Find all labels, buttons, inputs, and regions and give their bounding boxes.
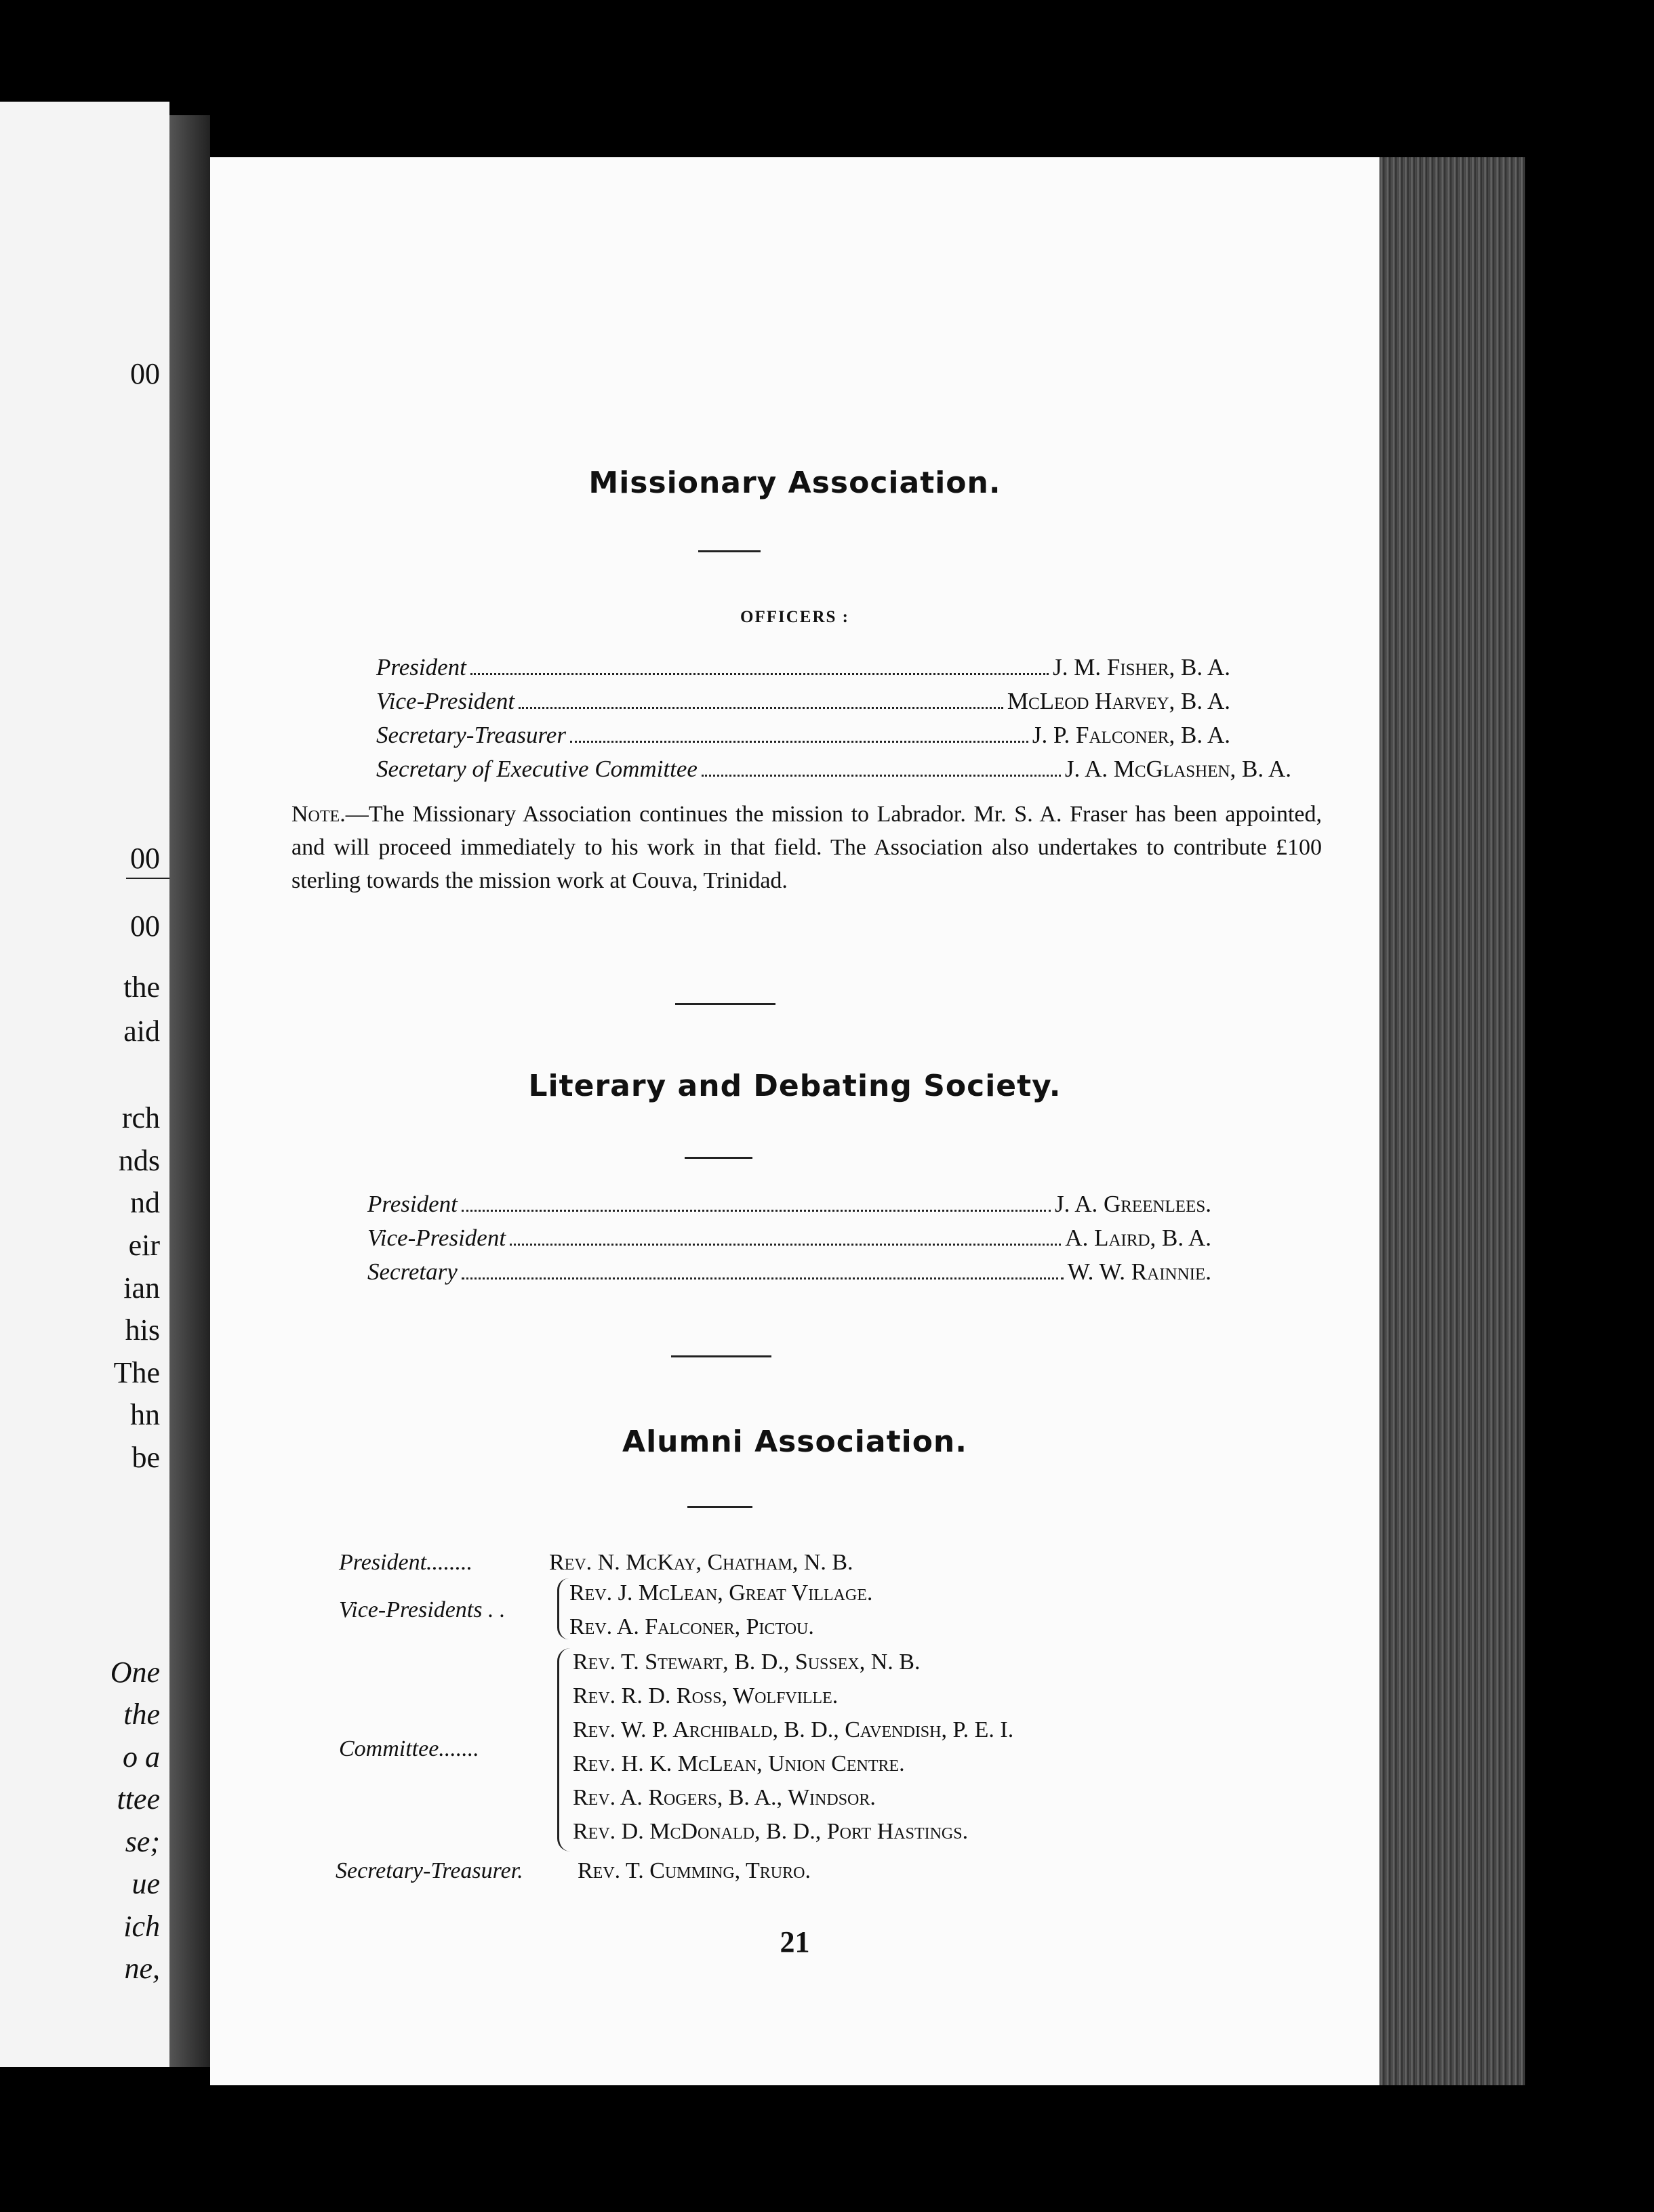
left-page-line: 00: [130, 357, 160, 390]
alumni-president-role: President........: [339, 1550, 473, 1575]
leader-dots: [462, 1277, 1064, 1279]
leader-dots: [470, 673, 1049, 675]
left-page-italic-line: se;: [125, 1825, 160, 1858]
left-page-line: be: [132, 1441, 160, 1474]
section-rule: [687, 1506, 752, 1508]
committee-member: Rev. W. P. Archibald, B. D., Cavendish, P. E. I.: [573, 1717, 1014, 1742]
committee-member: Rev. A. Rogers, B. A., Windsor.: [573, 1785, 876, 1810]
left-page-italic-line: the: [123, 1698, 160, 1731]
left-page-line: his: [125, 1313, 160, 1347]
vice-presidents-brace: [557, 1578, 569, 1639]
officer-name: A. Laird, B. A.: [1065, 1225, 1211, 1251]
officer-row: [376, 654, 1230, 688]
committee-member: Rev. R. D. Ross, Wolfville.: [573, 1683, 839, 1708]
left-page-italic-line: ttee: [117, 1782, 160, 1816]
officer-row: [376, 756, 1291, 790]
left-page-line: nd: [130, 1186, 160, 1219]
officer-role: Vice-President: [376, 688, 515, 714]
leader-dots: [702, 775, 1061, 777]
officers-label: OFFICERS :: [740, 608, 849, 626]
left-page-line: The: [113, 1356, 160, 1389]
left-page-line: the: [123, 970, 160, 1004]
left-page-line: aid: [123, 1015, 160, 1048]
left-page-rule: [126, 878, 169, 879]
left-page-italic-line: ne,: [124, 1952, 160, 1985]
section-rule: [685, 1157, 752, 1159]
officer-role: Secretary: [367, 1258, 458, 1285]
leader-dots: [519, 707, 1003, 709]
committee-member: Rev. T. Stewart, B. D., Sussex, N. B.: [573, 1650, 921, 1675]
missionary-note: [291, 798, 1322, 897]
committee-member: Rev. D. McDonald, B. D., Port Hastings.: [573, 1819, 969, 1844]
officer-row: [367, 1191, 1211, 1225]
left-page-line: 00: [130, 909, 160, 943]
officer-role: Secretary-Treasurer: [376, 722, 566, 748]
leader-dots: [510, 1244, 1061, 1246]
page-edges: [1379, 157, 1525, 2085]
officer-row: [376, 688, 1230, 722]
alumni-secretary-name: Rev. T. Cumming, Truro.: [578, 1858, 811, 1883]
left-page-italic-line: ue: [132, 1867, 160, 1900]
officer-name: J. A. Greenlees.: [1055, 1191, 1211, 1217]
missionary-association-heading: Missionary Association.: [588, 466, 1001, 500]
alumni-vice-president: Rev. J. McLean, Great Village.: [569, 1580, 873, 1605]
section-rule: [698, 550, 761, 552]
page-number: 21: [780, 1925, 810, 1959]
alumni-committee-role: Committee.......: [339, 1736, 479, 1761]
officer-role: President: [367, 1191, 458, 1217]
note-text: —The Missionary Association continues the mission to Labrador. Mr. S. A. Fraser has been appointed, and will proceed immediately to his work in that field. The Association also undertakes to contribute £100 sterling towards the mission work at Couva, Trinidad.: [291, 802, 1322, 893]
officer-name: J. M. Fisher, B. A.: [1053, 654, 1230, 680]
left-page-line: rch: [121, 1101, 160, 1134]
alumni-association-heading: Alumni Association.: [622, 1425, 967, 1459]
alumni-vice-role: Vice-Presidents . .: [339, 1597, 506, 1622]
officer-name: J. A. McGlashen, B. A.: [1064, 756, 1291, 782]
left-page-line: 00: [130, 842, 160, 875]
committee-brace: [557, 1648, 570, 1851]
left-facing-page: [0, 102, 169, 2067]
committee-member: Rev. H. K. McLean, Union Centre.: [573, 1751, 905, 1776]
officer-row: [367, 1225, 1211, 1258]
officer-name: J. P. Falconer, B. A.: [1032, 722, 1230, 748]
officer-role: Vice-President: [367, 1225, 506, 1251]
alumni-vice-president: Rev. A. Falconer, Pictou.: [569, 1614, 814, 1639]
book-gutter-shadow: [169, 115, 210, 2067]
left-page-italic-line: ich: [123, 1910, 160, 1943]
officer-name: McLeod Harvey, B. A.: [1007, 688, 1230, 714]
officer-name: W. W. Rainnie.: [1067, 1258, 1211, 1285]
alumni-secretary-role: Secretary-Treasurer.: [336, 1858, 523, 1883]
note-lead: Note.: [291, 802, 346, 827]
alumni-president-name: Rev. N. McKay, Chatham, N. B.: [549, 1550, 853, 1575]
officer-role: President: [376, 654, 466, 680]
leader-dots: [462, 1210, 1051, 1212]
leader-dots: [570, 741, 1028, 743]
left-page-line: nds: [118, 1144, 160, 1177]
left-page-line: eir: [128, 1229, 160, 1262]
section-rule: [675, 1003, 775, 1005]
left-page-line: ian: [123, 1271, 160, 1305]
officer-row: [367, 1258, 1211, 1292]
main-page: [210, 157, 1379, 2085]
officer-row: [376, 722, 1230, 756]
section-rule: [671, 1355, 771, 1357]
left-page-italic-line: o a: [123, 1740, 160, 1774]
left-page-line: hn: [130, 1398, 160, 1431]
literary-society-heading: Literary and Debating Society.: [528, 1069, 1062, 1103]
left-page-italic-line: One: [110, 1656, 160, 1689]
officer-role: Secretary of Executive Committee: [376, 756, 698, 782]
